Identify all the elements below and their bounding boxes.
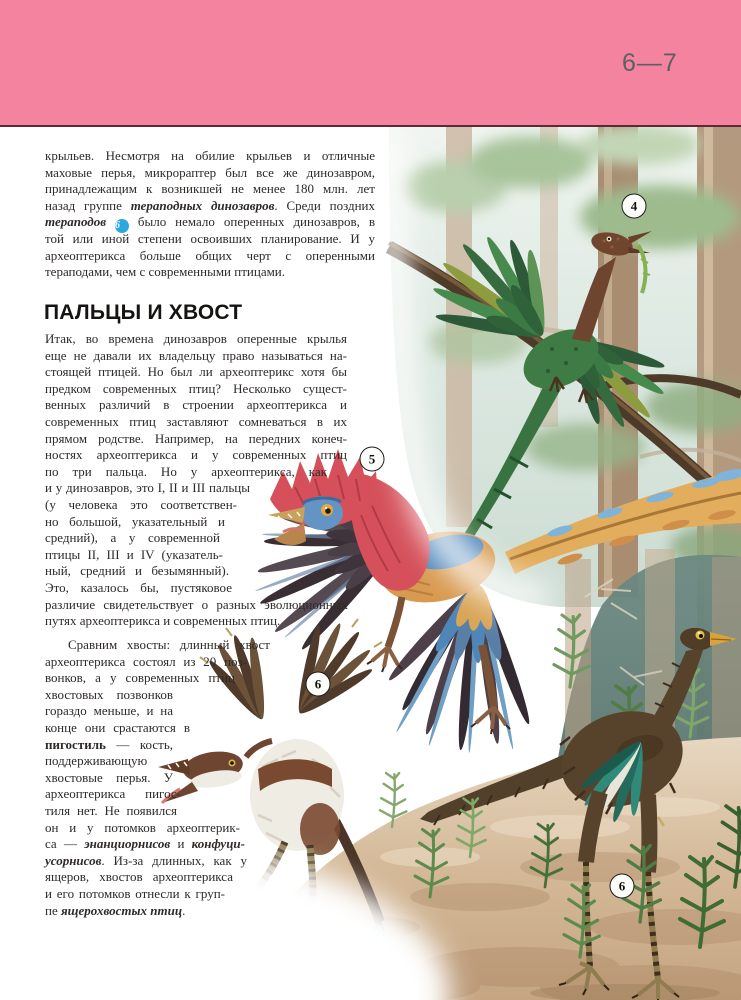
text-line: [45, 480, 250, 497]
text-segment: и его потомков отнесли к груп-: [45, 885, 225, 901]
text-segment: пигостиль: [45, 736, 106, 752]
text-line: [45, 637, 270, 654]
text-line: [45, 464, 327, 481]
figure-marker-4: 4: [622, 194, 647, 219]
text-line: [45, 447, 347, 464]
text-segment: венных различий в строении археоптерикса и: [45, 397, 347, 413]
text-line: [45, 580, 232, 597]
paragraph-tails: [45, 637, 270, 919]
text-segment: маховые перья, микрораптер был все же динозавром,: [45, 164, 375, 180]
text-segment: са —: [45, 836, 85, 852]
text-line: [45, 165, 375, 182]
text-line: [45, 148, 375, 165]
page-number: 6—7: [622, 49, 678, 77]
text-segment: ный, средний и безымянный).: [45, 563, 229, 579]
text-segment: . Среди поздних: [274, 197, 376, 213]
text-line: [45, 720, 190, 737]
text-line: [45, 886, 225, 903]
text-line: [45, 703, 173, 720]
text-segment: средний), а у современной: [45, 530, 220, 546]
text-segment: Итак, во времена динозавров оперенные крылья: [45, 331, 347, 346]
text-segment: (у человека это соответствен-: [45, 496, 237, 512]
text-line: [45, 547, 223, 564]
text-line: [45, 613, 348, 630]
figure-marker-6: 6: [306, 672, 331, 697]
text-segment: .: [182, 902, 186, 918]
text-line: [45, 414, 347, 431]
text-segment: археоптерикса больше общих черт с оперенными: [45, 247, 375, 263]
text-line: [45, 331, 347, 348]
paragraph-continuation: [45, 148, 375, 281]
text-line: [45, 198, 375, 215]
text-segment: тераподных динозавров: [130, 197, 275, 213]
text-line: [45, 231, 375, 248]
text-line: [45, 381, 347, 398]
text-segment: энанциорнисов: [84, 836, 171, 852]
text-segment: стоящей птицей. Но был ли археоптерикс хотя бы: [45, 364, 347, 380]
text-segment: тераподами, чем с современными птицами.: [45, 264, 286, 280]
text-line: [45, 364, 347, 381]
text-segment: было немало оперенных динозавров, в: [128, 214, 375, 230]
text-line: [45, 214, 375, 231]
text-line: [45, 770, 173, 787]
paragraph-fingers: [45, 331, 348, 630]
section-heading: ПАЛЬЦЫ И ХВОСТ: [44, 301, 243, 324]
text-segment: конце они срастаются в: [45, 719, 190, 735]
text-segment: принадлежащим к возникшей не менее 180 млн. лет: [45, 181, 375, 197]
text-segment: усорнисов: [45, 852, 102, 868]
text-line: [45, 530, 220, 547]
text-segment: ящеров, хвостов археоптерикса: [45, 869, 233, 885]
text-segment: гораздо меньше, и на: [45, 703, 173, 719]
text-segment: пе: [45, 902, 61, 918]
text-segment: и: [170, 836, 192, 852]
text-segment: археоптерикса пигос-: [45, 786, 181, 802]
text-segment: — кость,: [105, 736, 173, 752]
text-line: [45, 753, 165, 770]
text-segment: еще не давали их владельцу право называться на-: [45, 347, 347, 363]
text-segment: поддерживающую: [45, 753, 148, 769]
text-segment: прямом родстве. Например, на передних конеч-: [45, 430, 347, 446]
text-line: [45, 737, 173, 754]
text-segment: конфуци-: [191, 836, 245, 852]
page-header-band: [0, 0, 741, 127]
text-line: [45, 803, 177, 820]
text-line: [45, 563, 229, 580]
text-segment: предком современных птиц? Несколько сущест-: [45, 380, 347, 396]
text-segment: той или иной степени освоивших планирование. И у: [45, 230, 375, 246]
figure-marker-6: 6: [610, 874, 635, 899]
text-segment: Сравним хвосты: длинный хвост: [68, 637, 270, 652]
text-segment: и у динозавров, это I, II и III пальцы: [45, 480, 250, 496]
text-line: [45, 654, 247, 671]
text-segment: хвостовых позвонков: [45, 686, 173, 702]
text-segment: но большой, указательный и: [45, 513, 225, 529]
text-line: [45, 836, 245, 853]
text-line: [45, 397, 347, 414]
cross-reference-badge: 6: [115, 219, 129, 233]
figure-marker-5: 5: [360, 447, 385, 472]
text-segment: тераподов: [45, 214, 115, 230]
text-line: [45, 820, 240, 837]
text-segment: хвостовые перья. У: [45, 769, 173, 785]
text-line: [45, 687, 173, 704]
text-line: [45, 181, 375, 198]
text-line: [45, 853, 247, 870]
text-line: [45, 431, 347, 448]
text-line: [45, 497, 237, 514]
text-segment: современных птиц заставляют сомневаться в их: [45, 413, 347, 429]
text-segment: тиля нет. Не появился: [45, 802, 177, 818]
text-line: [45, 670, 235, 687]
text-segment: птицы II, III и IV (указатель-: [45, 546, 223, 562]
text-segment: путях археоптерикса и современных птиц.: [45, 613, 281, 629]
text-segment: Это, казалось бы, пустяковое: [45, 579, 232, 595]
text-line: [45, 514, 225, 531]
text-segment: крыльев. Несмотря на обилие крыльев и отличные: [45, 148, 375, 163]
text-line: [45, 597, 348, 614]
text-segment: вонков, а у современных птиц: [45, 670, 235, 686]
text-segment: назад группе: [45, 197, 131, 213]
text-segment: ностях археоптерикса и у современных птиц: [45, 447, 347, 463]
text-segment: различие свидетельствует о разных эволюционных: [45, 596, 348, 612]
text-line: [45, 348, 347, 365]
text-line: [45, 869, 233, 886]
text-segment: археоптерикса состоял из 20 поз-: [45, 653, 247, 669]
text-line: [45, 903, 270, 920]
text-line: [45, 264, 375, 281]
text-segment: по три пальца. Но у археоптерикса, как: [45, 463, 327, 479]
text-segment: ящерохвостых птиц: [60, 902, 183, 918]
text-segment: он и у потомков археоптерик-: [45, 819, 240, 835]
text-line: [45, 786, 181, 803]
text-line: [45, 248, 375, 265]
text-segment: . Из-за длинных, как у: [101, 852, 247, 868]
